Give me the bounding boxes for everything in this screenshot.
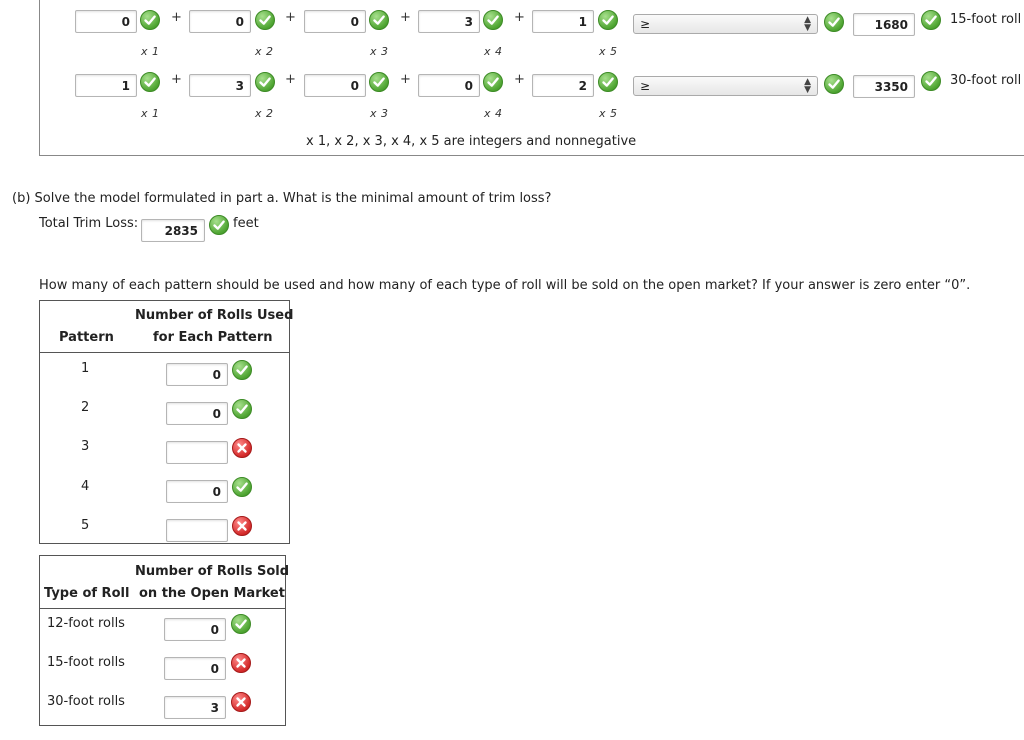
nonnegativity-statement: x 1, x 2, x 3, x 4, x 5 are integers and nonnegative bbox=[306, 134, 637, 149]
var-label-x2: x 2 bbox=[255, 107, 274, 120]
operator-value: ≥ bbox=[640, 17, 651, 31]
plus-sign: + bbox=[400, 10, 411, 25]
coef-r2-x5-input[interactable] bbox=[532, 74, 594, 97]
30-foot-sold-input[interactable] bbox=[164, 696, 226, 719]
plus-sign: + bbox=[514, 72, 525, 87]
var-label-x4: x 4 bbox=[484, 107, 503, 120]
rolls-used-header-line2: for Each Pattern bbox=[153, 330, 273, 345]
coef-r2-x1-input[interactable] bbox=[75, 74, 137, 97]
operator-value: ≥ bbox=[640, 79, 651, 93]
var-label-x1: x 1 bbox=[141, 107, 160, 120]
coef-r1-x2-input[interactable] bbox=[189, 10, 251, 33]
plus-sign: + bbox=[171, 10, 182, 25]
coef-r2-x3-input[interactable] bbox=[304, 74, 366, 97]
plus-sign: + bbox=[285, 10, 296, 25]
pattern-header: Pattern bbox=[59, 330, 114, 345]
check-circle-icon bbox=[824, 74, 844, 94]
check-circle-icon bbox=[921, 71, 941, 91]
12-foot-sold-input[interactable] bbox=[164, 618, 226, 641]
roll-type-label: 15-foot rolls bbox=[47, 655, 125, 670]
pattern-number: 4 bbox=[81, 479, 90, 494]
roll-type-label: 12-foot rolls bbox=[47, 616, 125, 631]
var-label-x3: x 3 bbox=[370, 107, 389, 120]
pattern-table bbox=[39, 300, 294, 544]
check-circle-icon bbox=[598, 10, 618, 30]
header-divider bbox=[40, 608, 285, 609]
check-circle-icon bbox=[231, 614, 251, 634]
check-circle-icon bbox=[232, 399, 252, 419]
x-circle-icon bbox=[231, 692, 251, 712]
check-circle-icon bbox=[369, 72, 389, 92]
check-circle-icon bbox=[255, 10, 275, 30]
check-circle-icon bbox=[369, 10, 389, 30]
rolls-used-header-line1: Number of Rolls Used bbox=[135, 308, 294, 323]
check-circle-icon bbox=[824, 12, 844, 32]
rhs-r2-input[interactable] bbox=[853, 75, 915, 98]
var-label-x4: x 4 bbox=[484, 45, 503, 58]
var-label-x1: x 1 bbox=[141, 45, 160, 58]
total-trim-loss-input[interactable] bbox=[141, 219, 205, 242]
plus-sign: + bbox=[171, 72, 182, 87]
check-circle-icon bbox=[140, 10, 160, 30]
pattern-number: 5 bbox=[81, 518, 90, 533]
pattern-5-rolls-input[interactable] bbox=[166, 519, 228, 542]
plus-sign: + bbox=[285, 72, 296, 87]
updown-arrows-icon: ▲ ▼ bbox=[804, 77, 811, 95]
coef-r1-x3-input[interactable] bbox=[304, 10, 366, 33]
check-circle-icon bbox=[921, 10, 941, 30]
unit-label: feet bbox=[233, 216, 259, 231]
x-circle-icon bbox=[232, 516, 252, 536]
operator-select-r2[interactable] bbox=[633, 76, 818, 96]
check-circle-icon bbox=[140, 72, 160, 92]
constraint-label: 30-foot roll bbox=[950, 73, 1022, 88]
coef-r1-x4-input[interactable] bbox=[418, 10, 480, 33]
pattern-number: 1 bbox=[81, 361, 90, 376]
check-circle-icon bbox=[232, 477, 252, 497]
x-circle-icon bbox=[231, 653, 251, 673]
check-circle-icon bbox=[209, 215, 229, 235]
check-circle-icon bbox=[232, 360, 252, 380]
pattern-1-rolls-input[interactable] bbox=[166, 363, 228, 386]
rolls-sold-header-line1: Number of Rolls Sold bbox=[135, 564, 290, 579]
plus-sign: + bbox=[514, 10, 525, 25]
pattern-3-rolls-input[interactable] bbox=[166, 441, 228, 464]
check-circle-icon bbox=[483, 72, 503, 92]
plus-sign: + bbox=[400, 72, 411, 87]
constraint-label: 15-foot roll bbox=[950, 12, 1022, 27]
check-circle-icon bbox=[255, 72, 275, 92]
updown-arrows-icon: ▲ ▼ bbox=[804, 15, 811, 33]
header-divider bbox=[40, 352, 289, 353]
roll-type-label: 30-foot rolls bbox=[47, 694, 125, 709]
pattern-number: 3 bbox=[81, 439, 90, 454]
var-label-x5: x 5 bbox=[599, 45, 618, 58]
total-trim-loss-label: Total Trim Loss: bbox=[39, 216, 139, 231]
pattern-number: 2 bbox=[81, 400, 90, 415]
coef-r1-x5-input[interactable] bbox=[532, 10, 594, 33]
coef-r2-x4-input[interactable] bbox=[418, 74, 480, 97]
15-foot-sold-input[interactable] bbox=[164, 657, 226, 680]
x-circle-icon bbox=[232, 438, 252, 458]
question-patterns-rolls: How many of each pattern should be used and how many of each type of roll will be sold on the open market? If your answer is zero enter “0”. bbox=[39, 278, 971, 293]
var-label-x5: x 5 bbox=[599, 107, 618, 120]
check-circle-icon bbox=[598, 72, 618, 92]
var-label-x2: x 2 bbox=[255, 45, 274, 58]
coef-r1-x1-input[interactable] bbox=[75, 10, 137, 33]
pattern-4-rolls-input[interactable] bbox=[166, 480, 228, 503]
var-label-x3: x 3 bbox=[370, 45, 389, 58]
coef-r2-x2-input[interactable] bbox=[189, 74, 251, 97]
rhs-r1-input[interactable] bbox=[853, 13, 915, 36]
check-circle-icon bbox=[483, 10, 503, 30]
pattern-2-rolls-input[interactable] bbox=[166, 402, 228, 425]
rolls-sold-header-line2: on the Open Market bbox=[139, 586, 285, 601]
part-b-question: (b) Solve the model formulated in part a. What is the minimal amount of trim loss? bbox=[12, 191, 552, 206]
operator-select-r1[interactable] bbox=[633, 14, 818, 34]
type-of-roll-header: Type of Roll bbox=[44, 586, 130, 601]
